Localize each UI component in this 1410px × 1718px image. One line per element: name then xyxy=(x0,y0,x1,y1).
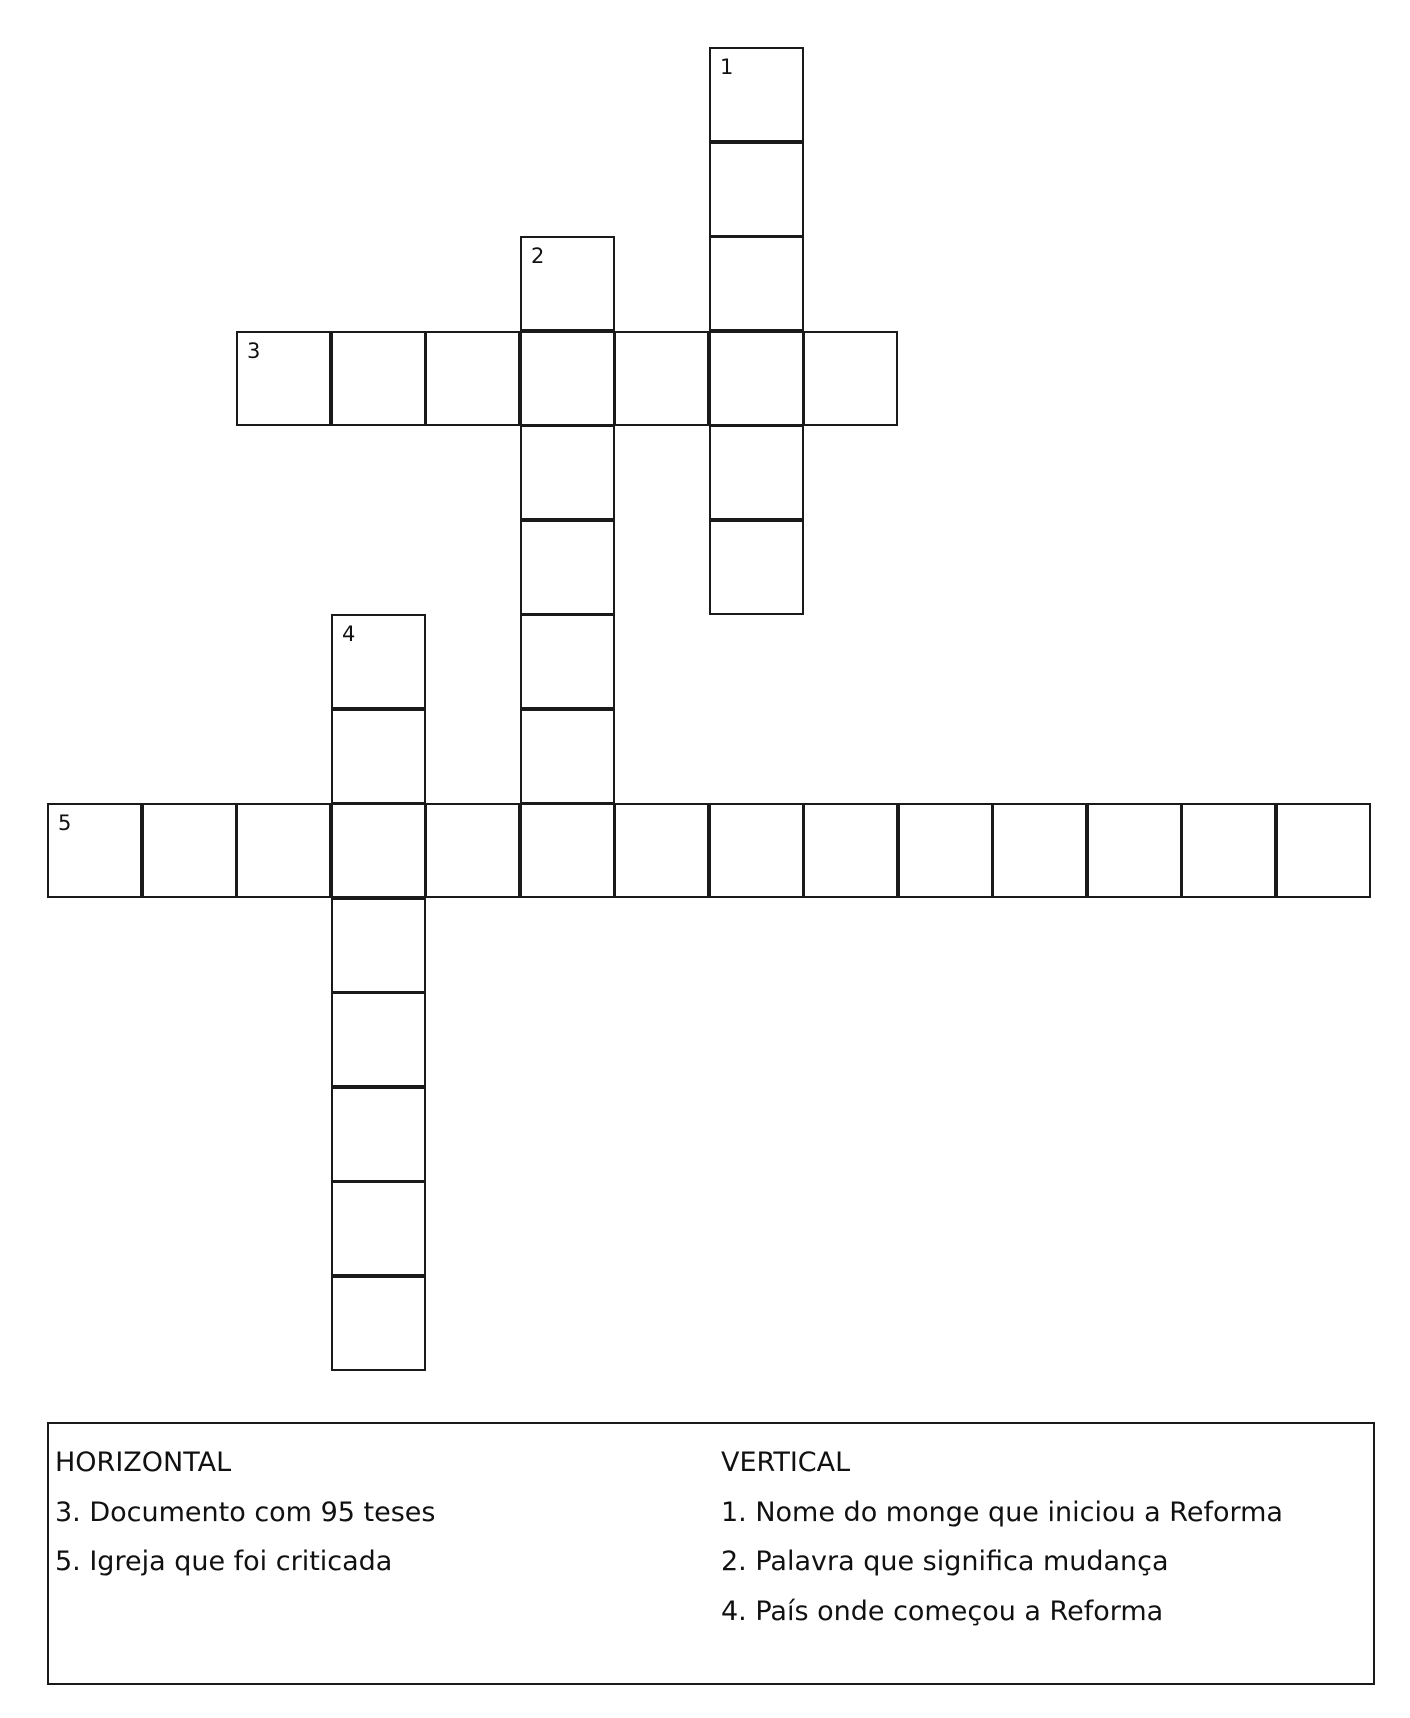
down-clues xyxy=(721,1438,1283,1636)
grid-cell-r3-c8[interactable] xyxy=(803,331,898,426)
clue-number-4: 4 xyxy=(342,622,356,646)
grid-cell-r2-c7[interactable] xyxy=(709,236,804,331)
grid-cell-r6-c5[interactable] xyxy=(520,614,615,709)
grid-cell-r3-c7[interactable] xyxy=(709,331,804,426)
grid-cell-r10-c3[interactable] xyxy=(331,992,426,1087)
grid-cell-r8-c6[interactable] xyxy=(614,803,709,898)
grid-cell-r3-c2[interactable] xyxy=(236,331,331,426)
clue-number-5: 5 xyxy=(58,811,72,835)
grid-cell-r7-c3[interactable] xyxy=(331,709,426,804)
grid-cell-r1-c7[interactable] xyxy=(709,142,804,237)
clue-down-4: 4. País onde começou a Reforma xyxy=(721,1595,1164,1627)
grid-cell-r8-c13[interactable] xyxy=(1276,803,1371,898)
clue-across-5: 5. Igreja que foi criticada xyxy=(55,1546,393,1577)
grid-cell-r8-c8[interactable] xyxy=(803,803,898,898)
grid-cell-r8-c12[interactable] xyxy=(1181,803,1276,898)
grid-cell-r8-c7[interactable] xyxy=(709,803,804,898)
grid-cell-r13-c3[interactable] xyxy=(331,1276,426,1371)
clue-number-3: 3 xyxy=(247,339,261,363)
across-clues xyxy=(55,1438,435,1587)
grid-cell-r3-c3[interactable] xyxy=(331,331,426,426)
grid-cell-r3-c4[interactable] xyxy=(425,331,520,426)
grid-cell-r8-c1[interactable] xyxy=(142,803,237,898)
grid-cell-r4-c7[interactable] xyxy=(709,425,804,520)
grid-cell-r5-c5[interactable] xyxy=(520,520,615,615)
clue-box xyxy=(47,1422,1375,1685)
grid-cell-r8-c9[interactable] xyxy=(898,803,993,898)
grid-cell-r3-c5[interactable] xyxy=(520,331,615,426)
grid-cell-r8-c0[interactable] xyxy=(47,803,142,898)
down-heading: VERTICAL xyxy=(721,1447,851,1478)
grid-cell-r3-c6[interactable] xyxy=(614,331,709,426)
grid-cell-r11-c3[interactable] xyxy=(331,1087,426,1182)
grid-cell-r0-c7[interactable] xyxy=(709,47,804,142)
clue-number-2: 2 xyxy=(531,244,545,268)
across-heading: HORIZONTAL xyxy=(55,1447,232,1478)
grid-cell-r8-c4[interactable] xyxy=(425,803,520,898)
grid-cell-r8-c2[interactable] xyxy=(236,803,331,898)
grid-cell-r4-c5[interactable] xyxy=(520,425,615,520)
clue-down-1: 1. Nome do monge que iniciou a Reforma xyxy=(721,1496,1283,1528)
grid-cell-r12-c3[interactable] xyxy=(331,1181,426,1276)
grid-cell-r5-c7[interactable] xyxy=(709,520,804,615)
grid-cell-r8-c10[interactable] xyxy=(992,803,1087,898)
grid-cell-r6-c3[interactable] xyxy=(331,614,426,709)
clue-down-2: 2. Palavra que significa mudança xyxy=(721,1546,1169,1577)
grid-cell-r8-c5[interactable] xyxy=(520,803,615,898)
grid-cell-r2-c5[interactable] xyxy=(520,236,615,331)
grid-cell-r9-c3[interactable] xyxy=(331,898,426,993)
grid-cell-r7-c5[interactable] xyxy=(520,709,615,804)
clue-across-3: 3. Documento com 95 teses xyxy=(55,1496,436,1528)
clue-number-1: 1 xyxy=(720,55,734,79)
grid-cell-r8-c11[interactable] xyxy=(1087,803,1182,898)
grid-cell-r8-c3[interactable] xyxy=(331,803,426,898)
